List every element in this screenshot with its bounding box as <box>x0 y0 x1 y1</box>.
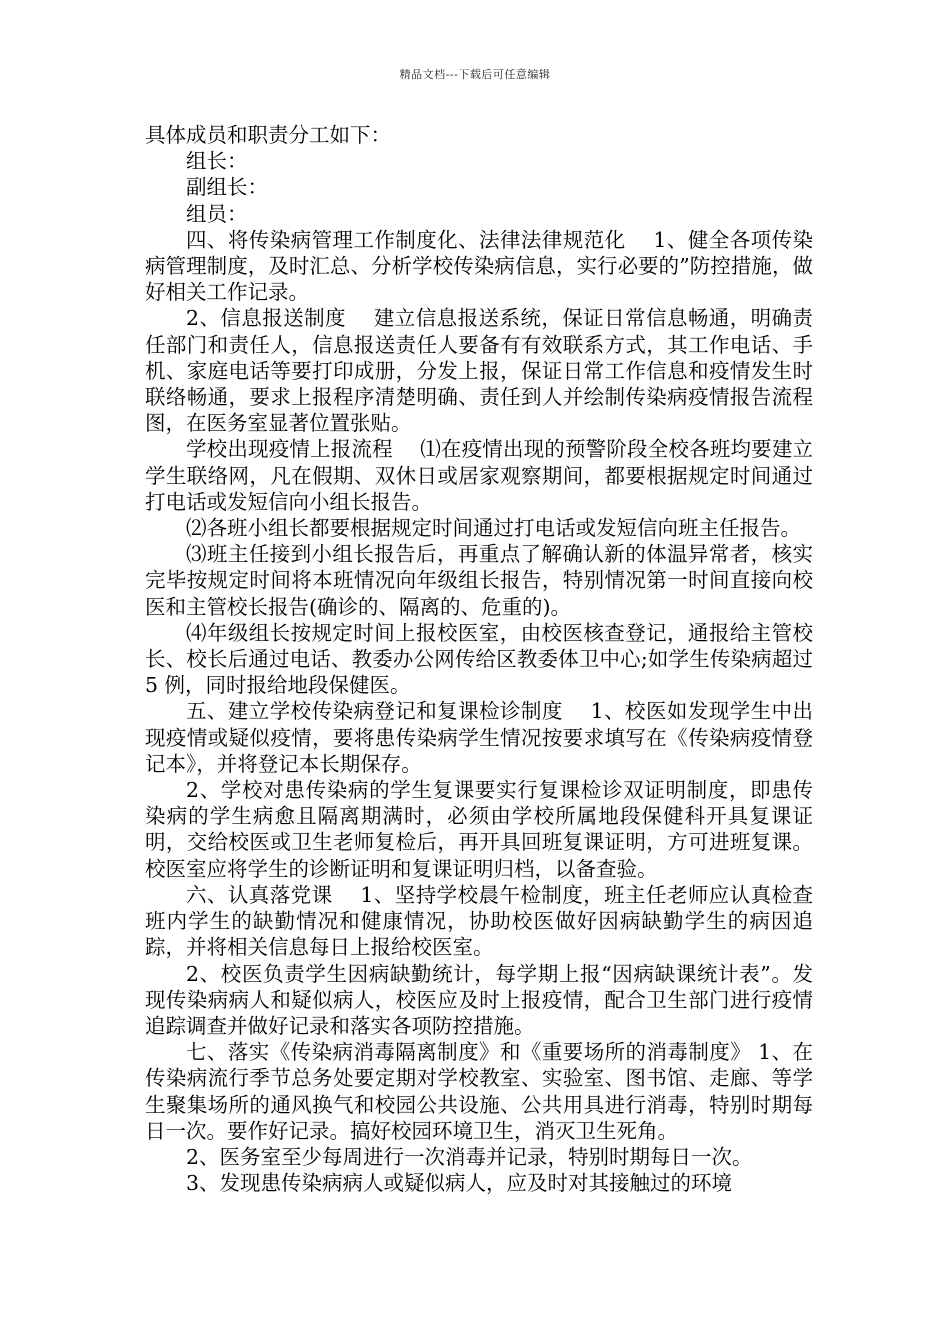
paragraph: ⑷年级组长按规定时间上报校医室，由校医核查登记，通报给主管校长、校长后通过电话、教委办公网传给区教委体卫中心;如学生传染病超过 5 例，同时报给地段保健医。 <box>145 620 813 698</box>
paragraph: 组员： <box>186 201 248 226</box>
paragraph: 学校出现疫情上报流程 ⑴在疫情出现的预警阶段全校各班均要建立学生联络网，凡在假期、双休日或居家观察期间，都要根据规定时间通过打电话或发短信向小组长报告。 <box>145 437 813 514</box>
paragraph: 具体成员和职责分工如下： <box>145 123 391 147</box>
paragraph: 六、认真落党课 1、坚持学校晨午检制度，班主任老师应认真检查班内学生的缺勤情况和健康情况，协助校医做好因病缺勤学生的病因追踪，并将相关信息每日上报给校医室。 <box>145 882 813 960</box>
paragraph: 组长： <box>186 149 248 174</box>
paragraph: 副组长： <box>186 175 268 200</box>
paragraph: 2、医务室至少每周进行一次消毒并记录，特别时期每日一次。 <box>186 1144 753 1169</box>
paragraph: 2、学校对患传染病的学生复课要实行复课检诊双证明制度，即患传染病的学生病愈且隔离期满时，必须由学校所属地段保健科开具复课证明，交给校医或卫生老师复检后，再开具回班复课证明，方可进班复课。校医室应将学生的诊断证明和复课证明归档，以备查验。 <box>145 778 813 881</box>
document-body <box>145 122 813 1196</box>
paragraph: 五、建立学校传染病登记和复课检诊制度 1、校医如发现学生中出现疫情或疑似疫情，要将患传染病学生情况按要求填写在《传染病疫情登记本》，并将登记本长期保存。 <box>145 699 813 776</box>
paragraph: 2、校医负责学生因病缺勤统计，每学期上报“因病缺课统计表”。发现传染病病人和疑似病人，校医应及时上报疫情，配合卫生部门进行疫情追踪调查并做好记录和落实各项防控措施。 <box>145 961 813 1038</box>
page-header: 精品文档---下载后可任意编辑 <box>399 68 551 81</box>
paragraph: 2、信息报送制度 建立信息报送系统，保证日常信息畅通，明确责任部门和责任人，信息报送责任人要备有有效联系方式，其工作电话、手机、家庭电话等要打印成册，分发上报，保证日常工作信息和疫情发生时联络畅通，要求上报程序清楚明确、责任到人并绘制传染病疫情报告流程图，在医务室显著位置张贴。 <box>145 306 813 436</box>
paragraph: ⑶班主任接到小组长报告后，再重点了解确认新的体温异常者，核实完毕按规定时间将本班情况向年级组长报告，特别情况第一时间直接向校医和主管校长报告(确诊的、隔离的、危重的)。 <box>145 542 813 619</box>
paragraph: ⑵各班小组长都要根据规定时间通过打电话或发短信向班主任报告。 <box>186 516 801 541</box>
paragraph: 七、落实《传染病消毒隔离制度》和《重要场所的消毒制度》 1、在传染病流行季节总务处要定期对学校教室、实验室、图书馆、走廊、等学生聚集场所的通风换气和校园公共设施、公共用具进行消毒，特别时期每日一次。要作好记录。搞好校园环境卫生，消灭卫生死角。 <box>145 1040 813 1143</box>
paragraph: 四、将传染病管理工作制度化、法律法律规范化 1、健全各项传染病管理制度，及时汇总、分析学校传染病信息，实行必要的”防控措施，做好相关工作记录。 <box>145 227 813 305</box>
paragraph: 3、发现患传染病病人或疑似病人，应及时对其接触过的环境 <box>186 1171 733 1196</box>
